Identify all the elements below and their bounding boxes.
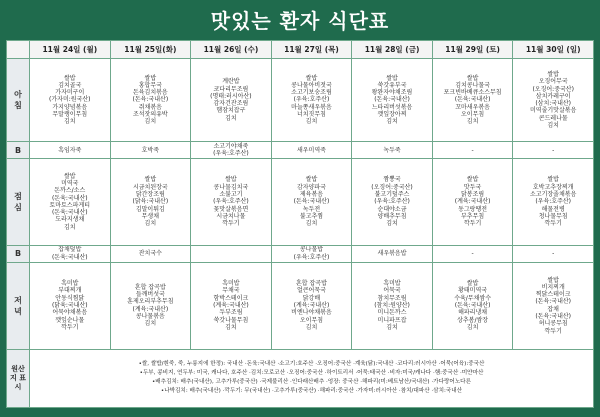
menu-item: (돈육:국내산) bbox=[535, 312, 572, 320]
menu-item: 도라지생채 bbox=[55, 216, 85, 224]
menu-item: 홍합무국 bbox=[138, 81, 162, 89]
menu-item: 부대찌개 bbox=[58, 287, 82, 295]
menu-item: (우육:호주산) bbox=[293, 96, 330, 104]
day-header-row bbox=[7, 41, 594, 59]
menu-item: 쌀밥 bbox=[547, 276, 559, 284]
lunch-row bbox=[7, 159, 594, 245]
meal-cell bbox=[30, 142, 111, 159]
dinner-row bbox=[7, 262, 594, 349]
menu-item: 잡채 bbox=[547, 305, 559, 313]
menu-item: 수육/무채쌈수 bbox=[454, 294, 491, 302]
meal-cell bbox=[352, 142, 433, 159]
meal-cell bbox=[513, 245, 594, 262]
menu-item: (우육:호주산) bbox=[374, 198, 410, 206]
menu-item: 깍두기 bbox=[544, 327, 562, 335]
meal-cell bbox=[513, 262, 594, 349]
origin-label-text: 원산지 표시 bbox=[10, 364, 26, 391]
meal-cell bbox=[352, 159, 433, 245]
menu-item: 김치콩나물국 bbox=[455, 81, 490, 89]
day-header: 11월 30일 (일) bbox=[513, 41, 594, 59]
menu-item: 황태미역국 bbox=[458, 287, 488, 295]
meal-cell bbox=[30, 262, 111, 349]
meal-cell bbox=[30, 59, 111, 142]
menu-item: 가지양념볶음 bbox=[52, 103, 88, 111]
origin-line: •배추김치: 배추(국내산), 고추가루(중국산) ·국제불리산 ·인다래산배추 ·엉장: 중국산 ·해파리(미:베트남산/국내산) ·가다랑어노다른 bbox=[151, 379, 471, 386]
menu-item: 소고기장졸채볶음 bbox=[530, 190, 577, 198]
menu-item: 어묵국 bbox=[383, 287, 401, 295]
menu-item: (돈육:국내산) bbox=[51, 209, 88, 217]
menu-item: 김치 bbox=[466, 118, 479, 126]
menu-item: 콩나물밥 bbox=[299, 246, 324, 254]
menu-item: 닭강배 bbox=[302, 294, 321, 302]
meal-cell bbox=[352, 262, 433, 349]
meal-cell bbox=[271, 159, 352, 245]
menu-item: 쌀밥 bbox=[547, 176, 559, 184]
meal-cell bbox=[352, 245, 433, 262]
menu-item: 소불고기 bbox=[219, 190, 243, 198]
menu-item: 김치 bbox=[386, 323, 398, 331]
menu-item: 쥐채볶음 bbox=[138, 103, 162, 111]
menu-item: 새우볶음밥 bbox=[377, 249, 407, 257]
menu-item: 토마토스파게티 bbox=[49, 201, 91, 209]
menu-item: 돈육김치볶음 bbox=[132, 89, 168, 97]
menu-item: 콩나물아비젓국 bbox=[291, 81, 332, 89]
menu-item: (명태:러시아산) bbox=[210, 92, 252, 100]
menu-item: (가자미:원국산) bbox=[49, 96, 91, 104]
menu-item: 미니돈까스 bbox=[377, 309, 407, 317]
meal-cell bbox=[352, 59, 433, 142]
menu-item: 김치 bbox=[225, 323, 237, 331]
menu-item: 김치 bbox=[225, 114, 237, 122]
meal-cell bbox=[110, 159, 191, 245]
menu-item: 부추무침 bbox=[461, 212, 485, 220]
menu-item: 계란밥 bbox=[222, 78, 240, 86]
menu-item: (닭육:국내산) bbox=[51, 302, 88, 310]
day-header: 11월 28일 (금) bbox=[352, 41, 433, 59]
menu-item: 김치 bbox=[386, 118, 398, 126]
menu-item: 동그랑땡전 bbox=[458, 205, 488, 213]
origin-line: •두부, 콩비지, 연두부: 미국, 캐나다, 호주산 ·김치:모로코산 ·오징어:중국산 ·하이트리서 ·어묵:태국산 ·비자:미국/캐나다 ·햄:중국산 ·미얀마산 bbox=[139, 370, 484, 377]
menu-item: 미역줄기맛살볶음 bbox=[530, 107, 577, 115]
meal-cell bbox=[271, 142, 352, 159]
menu-item: 불고기덮주스 bbox=[374, 190, 410, 198]
menu-item: 어묵야채볶음 bbox=[52, 309, 88, 317]
menu-item: 쌀밥 bbox=[386, 74, 398, 82]
menu-item: (돈육:국내산) bbox=[51, 194, 88, 202]
origin-line: •쌀, 쌀밥/흰죽, 죽, 누룽지에 한정): 국내산 ·돈육:국내산 ·소고기:호주산 ·오징어:중국산 ·계육(닭):국내산 ·코다리:러시아산 ·어묵(어육):중국산 bbox=[138, 361, 485, 368]
menu-item: (오징어:중국산) bbox=[532, 85, 574, 93]
meal-row-label: 저 녁 bbox=[7, 262, 30, 349]
menu-item: - bbox=[471, 146, 474, 154]
meal-row-label: 아 침 bbox=[7, 59, 30, 142]
menu-item: 왕완자야채조림 bbox=[371, 89, 413, 97]
meal-cell bbox=[191, 142, 272, 159]
origin-label bbox=[7, 349, 30, 407]
menu-item: (참치:원양산) bbox=[374, 302, 410, 310]
meal-cell bbox=[30, 159, 111, 245]
menu-item: 김치 bbox=[305, 323, 318, 331]
menu-item: 포크빈바베큐소스무침 bbox=[443, 89, 502, 97]
menu-item: 소고기야채죽 bbox=[213, 142, 249, 150]
meal-row-label: B bbox=[7, 142, 30, 159]
menu-item: 쌀밥 bbox=[144, 74, 157, 82]
menu-item: 김말이튀김 bbox=[135, 205, 165, 213]
meal-cell bbox=[271, 59, 352, 142]
menu-item: 잡채덮밥 bbox=[58, 246, 82, 254]
menu-item: (삼치:국내산) bbox=[535, 100, 572, 108]
menu-item: 콩나물김치국 bbox=[213, 183, 249, 191]
menu-item: 안동식찜닭 bbox=[55, 294, 85, 302]
meal-cell bbox=[110, 245, 191, 262]
menu-item: (돈육:국내산) bbox=[132, 96, 169, 104]
meal-cell bbox=[191, 159, 272, 245]
afternoon-snack-row bbox=[7, 245, 594, 262]
menu-item: (닭육:국내산) bbox=[132, 198, 169, 206]
menu-item: 감자양파국 bbox=[296, 183, 326, 191]
menu-item: 김치 bbox=[547, 122, 559, 129]
menu-item: 쌀밥 bbox=[63, 74, 76, 82]
meal-cell bbox=[110, 142, 191, 159]
day-header: 11월 25일(화) bbox=[110, 41, 191, 59]
meal-row-label: 점 심 bbox=[7, 159, 30, 245]
menu-item: (오징어:중국산) bbox=[371, 183, 413, 191]
menu-item: 김치 bbox=[386, 220, 398, 228]
menu-item: 무말랭이무침 bbox=[52, 111, 88, 119]
menu-item: 김치 bbox=[63, 223, 76, 231]
meal-cell bbox=[513, 59, 594, 142]
menu-item: 쌀밥 bbox=[305, 176, 318, 184]
meal-cell bbox=[30, 245, 111, 262]
menu-item: 상추봄/쌈장 bbox=[457, 316, 489, 324]
meal-row-label: B bbox=[7, 245, 30, 262]
day-header: 11월 27일 (목) bbox=[271, 41, 352, 59]
origin-notes bbox=[30, 349, 594, 407]
menu-item: 쌀밥 bbox=[305, 74, 318, 82]
menu-item: 참치무조림 bbox=[377, 294, 407, 302]
menu-item: 두부조림 bbox=[219, 309, 243, 317]
menu-item: 쑥갓유부국 bbox=[377, 81, 407, 89]
menu-item: 얼큰어묵국 bbox=[296, 287, 326, 295]
menu-item: 콘드레나물 bbox=[538, 114, 568, 122]
menu-item: 짬뽕국 bbox=[383, 176, 401, 184]
menu-item: 호박죽 bbox=[141, 146, 160, 154]
menu-item: 깻잎장아찌 bbox=[377, 111, 407, 119]
menu-item: 깍두기 bbox=[222, 220, 240, 228]
menu-item: 김치 bbox=[144, 220, 157, 228]
menu-item: 깍두기 bbox=[463, 220, 482, 228]
meal-cell bbox=[432, 59, 513, 142]
menu-item: 훈제오리부추무침 bbox=[127, 298, 174, 306]
menu-item: - bbox=[471, 249, 474, 257]
meal-table bbox=[6, 40, 594, 408]
menu-item: 김치 bbox=[144, 320, 157, 328]
menu-item: (돈육:국내산) bbox=[535, 298, 572, 306]
menu-item: 가자미구이 bbox=[55, 89, 85, 97]
menu-item: 청나물무침 bbox=[538, 212, 568, 220]
menu-item: 너치짓무침 bbox=[296, 111, 326, 119]
menu-item: 쌀밥 bbox=[144, 176, 157, 184]
menu-item: 비엔나야채볶음 bbox=[291, 309, 332, 317]
menu-item: 햄잠치잡구 bbox=[216, 107, 246, 115]
menu-item: 삼치카레구이 bbox=[535, 92, 571, 100]
day-header: 11월 26일 (수) bbox=[191, 41, 272, 59]
menu-item: 해물전병 bbox=[541, 205, 565, 213]
menu-item: 양배추무침 bbox=[377, 212, 407, 220]
menu-item: 김치 bbox=[305, 220, 318, 228]
menu-item: (계육:국내산) bbox=[132, 305, 169, 313]
day-header: 11월 24일 (월) bbox=[30, 41, 111, 59]
menu-item: 김치골국 bbox=[58, 81, 82, 89]
menu-item: 미니파프잡 bbox=[377, 316, 407, 324]
meal-cell bbox=[191, 262, 272, 349]
menu-item: 콩나물볶음 bbox=[135, 312, 165, 320]
menu-item: 미역국 bbox=[61, 180, 79, 187]
menu-item: 허니콩무침 bbox=[538, 320, 568, 328]
menu-item: (우육:호주산) bbox=[293, 253, 330, 261]
menu-item: 무채국 bbox=[222, 287, 240, 295]
morning-snack-row bbox=[7, 142, 594, 159]
menu-item: (우육:호주산) bbox=[535, 198, 572, 206]
meal-cell bbox=[191, 59, 272, 142]
menu-item: 오징어무국 bbox=[538, 78, 568, 86]
menu-item: 조석잣의유박 bbox=[132, 111, 168, 119]
menu-item: 코다리무조림 bbox=[213, 85, 249, 93]
origin-line: •나박김치: 배추(국내산) ·깍두기: 무(국내산) ·고추가루(중국산) ·해파리:중국산 ·가자미:러시아산 ·참치/대파산 ·삼치:국내산 bbox=[160, 388, 463, 395]
meal-cell bbox=[432, 142, 513, 159]
menu-item: 무생채 bbox=[141, 212, 160, 220]
menu-title: 맛있는 환자 식단표 bbox=[210, 8, 390, 33]
menu-item: 흑미밥 bbox=[383, 280, 401, 288]
menu-item: 깍두기 bbox=[61, 323, 79, 331]
menu-item: 오이무침 bbox=[461, 111, 485, 119]
menu-item: 김치 bbox=[466, 323, 479, 331]
menu-item: 김치 bbox=[305, 118, 318, 126]
menu-item: 꼬마새우볶음 bbox=[455, 103, 490, 111]
menu-item: 닭간장조림 bbox=[135, 190, 165, 198]
menu-item: (돈육:국내산) bbox=[374, 96, 410, 104]
menu-item: 김치 bbox=[63, 118, 76, 126]
menu-item: 쌀밥 bbox=[63, 172, 76, 180]
meal-cell bbox=[271, 262, 352, 349]
menu-item: (우육:호주산) bbox=[213, 150, 249, 158]
menu-item: 오이무침 bbox=[299, 316, 324, 324]
menu-item: 깍두기 bbox=[544, 220, 562, 228]
menu-item: 불고추찜 bbox=[299, 212, 324, 220]
meal-cell bbox=[110, 59, 191, 142]
meal-cell bbox=[513, 142, 594, 159]
menu-item: 닭봉조림 bbox=[461, 190, 485, 198]
menu-item: 흑미밥 bbox=[61, 280, 79, 288]
menu-item: 쌀밥 bbox=[225, 176, 237, 184]
menu-item: 녹두전 bbox=[302, 205, 321, 213]
meal-cell bbox=[432, 245, 513, 262]
menu-item: 녹두죽 bbox=[383, 146, 401, 154]
menu-item: 비지찌개 bbox=[541, 283, 565, 291]
meal-cell bbox=[432, 159, 513, 245]
menu-item: (계육:국내산) bbox=[293, 302, 330, 310]
origin-row bbox=[7, 349, 594, 407]
menu-item: 쑥갓나물무침 bbox=[213, 316, 249, 324]
menu-item: (계육:국내산) bbox=[454, 198, 491, 206]
menu-item: 흑임자죽 bbox=[58, 146, 82, 154]
menu-item: 시금치된장국 bbox=[132, 183, 168, 191]
menu-item: 순대야소금 bbox=[377, 205, 407, 213]
meal-cell bbox=[110, 262, 191, 349]
menu-item: 쌀밥 bbox=[466, 176, 479, 184]
menu-item: 감자건잔조림 bbox=[213, 100, 249, 108]
breakfast-row bbox=[7, 59, 594, 142]
menu-item: 찍닭스테이크 bbox=[535, 291, 571, 299]
menu-item: 잔치국수 bbox=[138, 249, 162, 257]
menu-item: 꽃맛살볶음면 bbox=[213, 205, 249, 213]
menu-item: 마늘쫑새우볶음 bbox=[291, 103, 332, 111]
menu-item: 새우미역죽 bbox=[296, 146, 326, 154]
menu-item: 돈까스/소스 bbox=[54, 187, 86, 195]
menu-item: 쌀밥 bbox=[466, 280, 479, 288]
menu-item: (계육:국내산) bbox=[213, 302, 249, 310]
menu-item: (돈육:국내산) bbox=[293, 198, 330, 206]
menu-item: 맛두국 bbox=[463, 183, 482, 191]
menu-item: 소고기보숭조림 bbox=[291, 89, 332, 97]
menu-item: 들깨버섯국 bbox=[135, 291, 165, 299]
menu-item: (돈육:국내산) bbox=[51, 253, 88, 261]
menu-item: (우육:호주산) bbox=[213, 198, 249, 206]
meal-cell bbox=[513, 159, 594, 245]
menu-item: 시금치나물 bbox=[216, 212, 246, 220]
day-header: 11월 29일 (토) bbox=[432, 41, 513, 59]
menu-item: (돈육:국내산) bbox=[454, 302, 491, 310]
menu-item: 혼합 잡곡밥 bbox=[134, 283, 166, 291]
menu-item: 깻잎순나물 bbox=[55, 316, 85, 324]
menu-item: - bbox=[552, 146, 555, 154]
menu-item: 제육볶음 bbox=[299, 190, 324, 198]
menu-item: (돈육:국내산) bbox=[454, 96, 491, 104]
meal-cell bbox=[191, 245, 272, 262]
menu-item: 쌀밥 bbox=[547, 70, 559, 78]
menu-item: 김치 bbox=[144, 118, 157, 126]
menu-item: 해파리냉채 bbox=[458, 309, 488, 317]
menu-item: 호박고추장찌개 bbox=[532, 183, 574, 191]
meal-cell bbox=[271, 245, 352, 262]
menu-item: 쌀밥 bbox=[466, 74, 479, 82]
menu-item: - bbox=[552, 249, 555, 257]
menu-item: 함박스테이크 bbox=[213, 294, 249, 302]
menu-item: 혼합 잡곡밥 bbox=[296, 280, 327, 288]
corner-cell bbox=[7, 41, 30, 59]
menu-item: 느타리버섯볶음 bbox=[371, 103, 413, 111]
meal-cell bbox=[432, 262, 513, 349]
menu-item: 흑미밥 bbox=[222, 280, 240, 288]
